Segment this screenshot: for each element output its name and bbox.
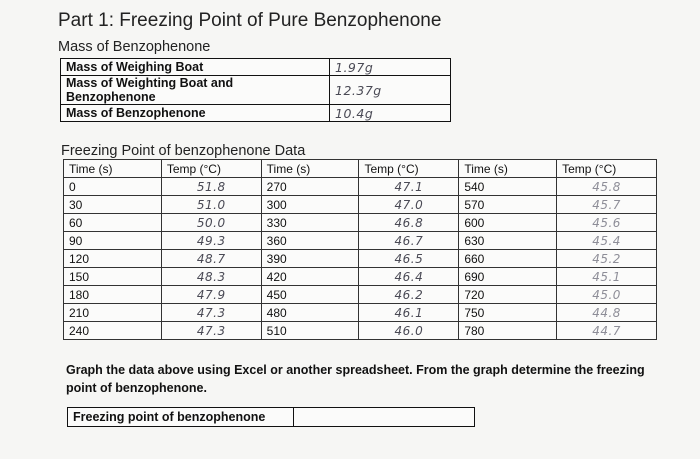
time-cell: 270	[261, 178, 359, 196]
table-row	[64, 250, 657, 268]
temp-cell: 48.7	[161, 250, 261, 268]
time-cell: 30	[64, 196, 162, 214]
time-cell: 750	[459, 304, 557, 322]
mass-label: Mass of Benzophenone	[61, 105, 330, 122]
mass-value: 12.37g	[330, 76, 451, 105]
column-header-temp: Temp (°C)	[359, 160, 459, 178]
column-header-time: Time (s)	[64, 160, 162, 178]
mass-value: 10.4g	[330, 105, 451, 122]
time-cell: 450	[261, 286, 359, 304]
time-cell: 330	[261, 214, 359, 232]
freezing-point-field	[67, 407, 475, 427]
freezing-point-value[interactable]	[294, 408, 474, 426]
temp-cell: 46.7	[359, 232, 459, 250]
mass-row	[61, 105, 451, 122]
time-cell: 360	[261, 232, 359, 250]
temp-cell: 45.1	[557, 268, 657, 286]
table-row	[64, 178, 657, 196]
column-header-temp: Temp (°C)	[161, 160, 261, 178]
mass-row	[61, 76, 451, 105]
time-cell: 630	[459, 232, 557, 250]
time-cell: 600	[459, 214, 557, 232]
temp-cell: 46.5	[359, 250, 459, 268]
temp-cell: 51.8	[161, 178, 261, 196]
temp-cell: 50.0	[161, 214, 261, 232]
table-row	[64, 232, 657, 250]
time-cell: 90	[64, 232, 162, 250]
temp-cell: 45.8	[557, 178, 657, 196]
table-row	[64, 196, 657, 214]
mass-row	[61, 59, 451, 76]
time-cell: 150	[64, 268, 162, 286]
freezing-data-table	[63, 159, 657, 340]
time-cell: 120	[64, 250, 162, 268]
column-header-time: Time (s)	[261, 160, 359, 178]
table-row	[64, 214, 657, 232]
temp-cell: 46.8	[359, 214, 459, 232]
header-row	[64, 160, 657, 178]
temp-cell: 46.1	[359, 304, 459, 322]
freezing-point-label: Freezing point of benzophenone	[68, 408, 294, 426]
temp-cell: 45.0	[557, 286, 657, 304]
temp-cell: 44.8	[557, 304, 657, 322]
time-cell: 780	[459, 322, 557, 340]
temp-cell: 49.3	[161, 232, 261, 250]
temp-cell: 47.1	[359, 178, 459, 196]
temp-cell: 45.7	[557, 196, 657, 214]
time-cell: 540	[459, 178, 557, 196]
time-cell: 300	[261, 196, 359, 214]
time-cell: 180	[64, 286, 162, 304]
temp-cell: 46.4	[359, 268, 459, 286]
time-cell: 0	[64, 178, 162, 196]
temp-cell: 45.6	[557, 214, 657, 232]
time-cell: 390	[261, 250, 359, 268]
time-cell: 570	[459, 196, 557, 214]
column-header-temp: Temp (°C)	[557, 160, 657, 178]
table-row	[64, 268, 657, 286]
instructions-text: Graph the data above using Excel or another spreadsheet. From the graph determine the freezing point of benzophenone.	[66, 363, 645, 395]
temp-cell: 47.0	[359, 196, 459, 214]
time-cell: 420	[261, 268, 359, 286]
time-cell: 480	[261, 304, 359, 322]
time-cell: 240	[64, 322, 162, 340]
column-header-time: Time (s)	[459, 160, 557, 178]
temp-cell: 45.2	[557, 250, 657, 268]
table-row	[64, 322, 657, 340]
page-title: Part 1: Freezing Point of Pure Benzophenone	[58, 10, 442, 31]
time-cell: 660	[459, 250, 557, 268]
time-cell: 720	[459, 286, 557, 304]
mass-table	[60, 58, 451, 122]
temp-cell: 51.0	[161, 196, 261, 214]
time-cell: 210	[64, 304, 162, 322]
temp-cell: 47.3	[161, 322, 261, 340]
temp-cell: 47.9	[161, 286, 261, 304]
mass-label: Mass of Weighing Boat	[61, 59, 330, 76]
data-table-caption: Freezing Point of benzophenone Data	[61, 143, 306, 159]
time-cell: 510	[261, 322, 359, 340]
mass-value: 1.97g	[330, 59, 451, 76]
table-row	[64, 304, 657, 322]
temp-cell: 44.7	[557, 322, 657, 340]
temp-cell: 45.4	[557, 232, 657, 250]
time-cell: 690	[459, 268, 557, 286]
mass-label: Mass of Weighting Boat and Benzophenone	[61, 76, 330, 105]
table-row	[64, 286, 657, 304]
temp-cell: 48.3	[161, 268, 261, 286]
temp-cell: 46.2	[359, 286, 459, 304]
temp-cell: 46.0	[359, 322, 459, 340]
time-cell: 60	[64, 214, 162, 232]
mass-section-title: Mass of Benzophenone	[58, 39, 211, 55]
temp-cell: 47.3	[161, 304, 261, 322]
